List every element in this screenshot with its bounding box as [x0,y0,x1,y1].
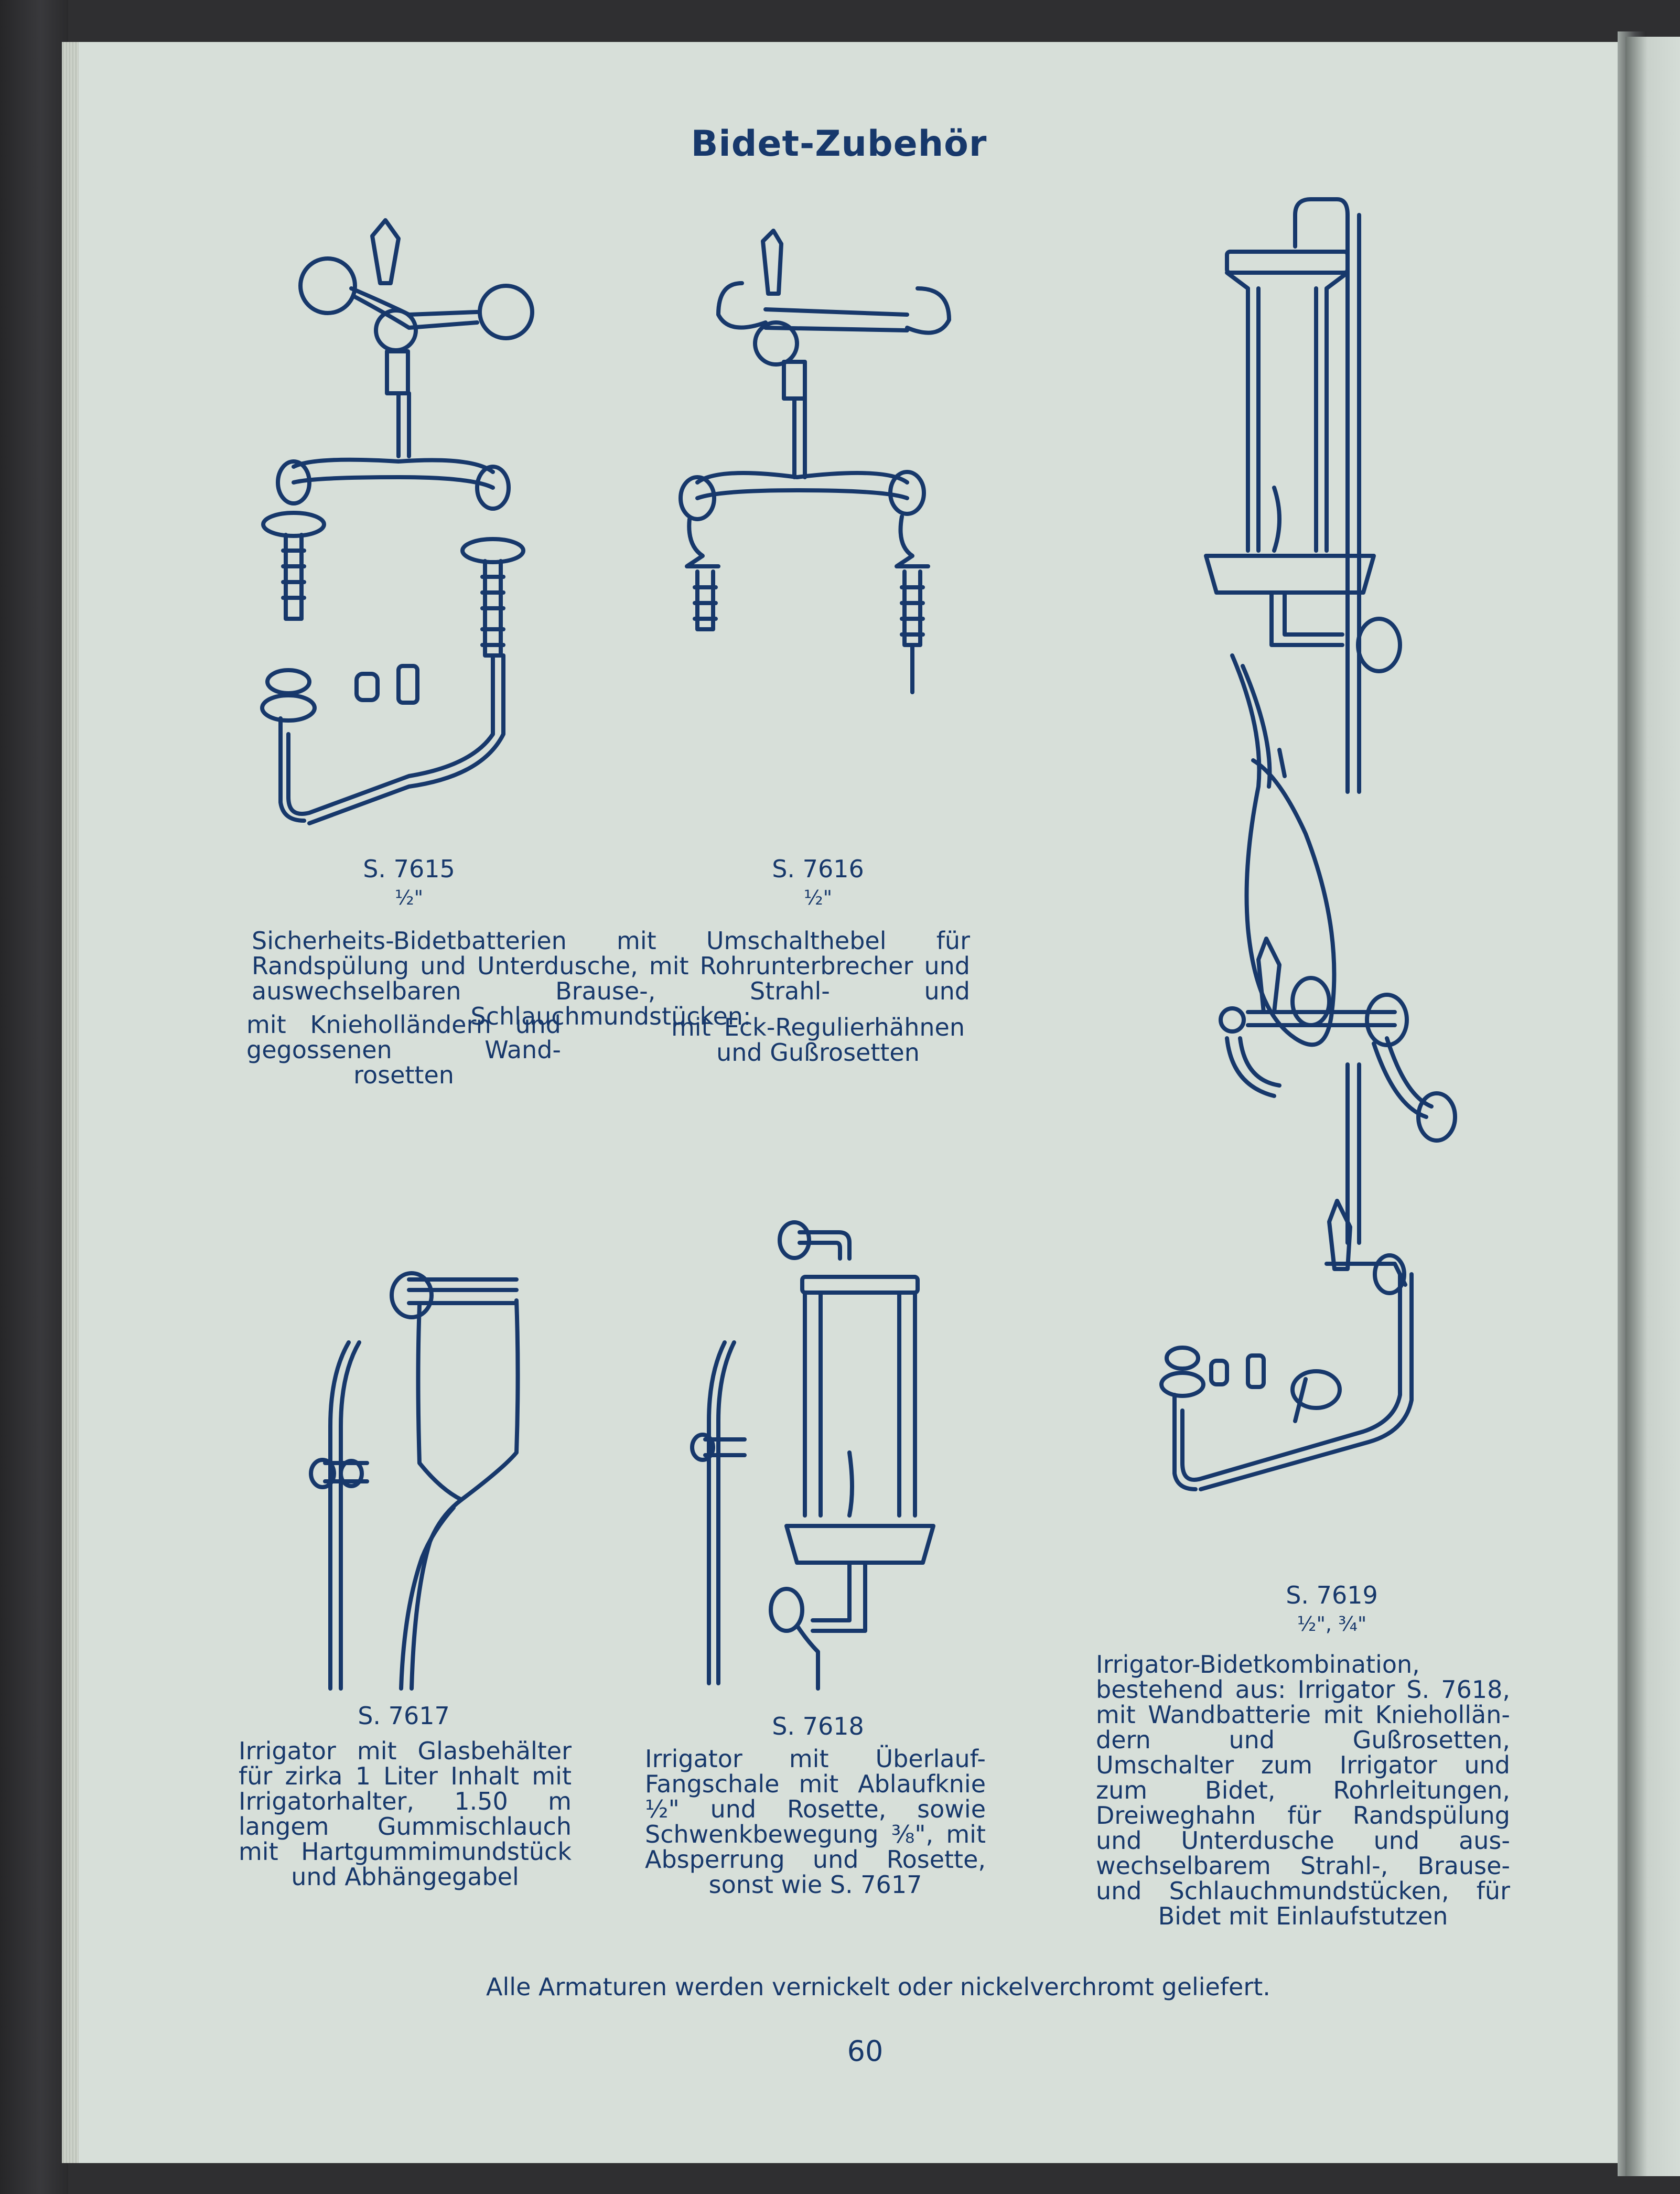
next-page-edge [1625,37,1680,2176]
illustration-s7617 [283,1269,545,1699]
item-desc-s7619: Irrigator-Bidetkombination, bestehend aus: Irrigator S. 7618, mit Wandbatterie mit Knieholländern und Gußrosetten, Umschalter zum Irrigator und zum Bidet, Rohrleitungen, Dreiweghahn für Randspülung und Unterdusche und auswechselbarem Strahl-, Brause- und Schlauchmundstücken, für Bidet mit Einlaufstutzen [1096,1650,1510,1930]
item-code-s7615: S. 7615 [363,855,455,883]
battery-description: Sicherheits-Bidetbatterien mit Umschalthebel für Randspülung und Unterdusche, mit Rohrunterbrecher und auswechselbaren Brause-, Strahl- und Schlauchmundstücken: [252,927,970,1030]
item-code-s7617: S. 7617 [358,1702,450,1730]
item-size-s7615: ½" [394,886,424,909]
illustration-s7616 [676,231,970,697]
variant-right-description: mit Eck-Regulierhähnen und Gußrosetten [671,1013,965,1067]
item-code-s7616: S. 7616 [772,855,864,883]
book-cover-left [0,0,68,2194]
item-desc-s7618: Irrigator mit Überlauf-Fangschale mit Ablaufknie ½" und Rosette, sowie Schwenkbewegung ⅜", mit Absperrung und Rosette, sonst wie S. 7617 [645,1745,986,1899]
item-desc-s7617: Irrigator mit Glasbehälter für zirka 1 Liter Inhalt mit Irrigatorhalter, 1.50 m langem Gummischlauch mit Hartgummimundstück und Abhängegabel [239,1737,572,1891]
footer-note: Alle Armaturen werden vernickelt oder nickelverchromt geliefert. [486,1973,1270,2001]
item-code-s7618: S. 7618 [772,1712,864,1740]
variant-left-description: mit Knieholländern und gegossenen Wandrosetten [246,1010,561,1089]
item-size-s7616: ½" [803,886,833,909]
page-number: 60 [847,2035,884,2068]
illustration-s7618 [676,1201,949,1694]
item-code-s7619: S. 7619 [1286,1581,1378,1609]
illustration-s7619 [1154,194,1500,1589]
item-size-s7619: ½", ¾" [1297,1612,1367,1636]
illustration-s7615 [252,210,566,849]
page-title: Bidet-Zubehör [691,123,987,165]
